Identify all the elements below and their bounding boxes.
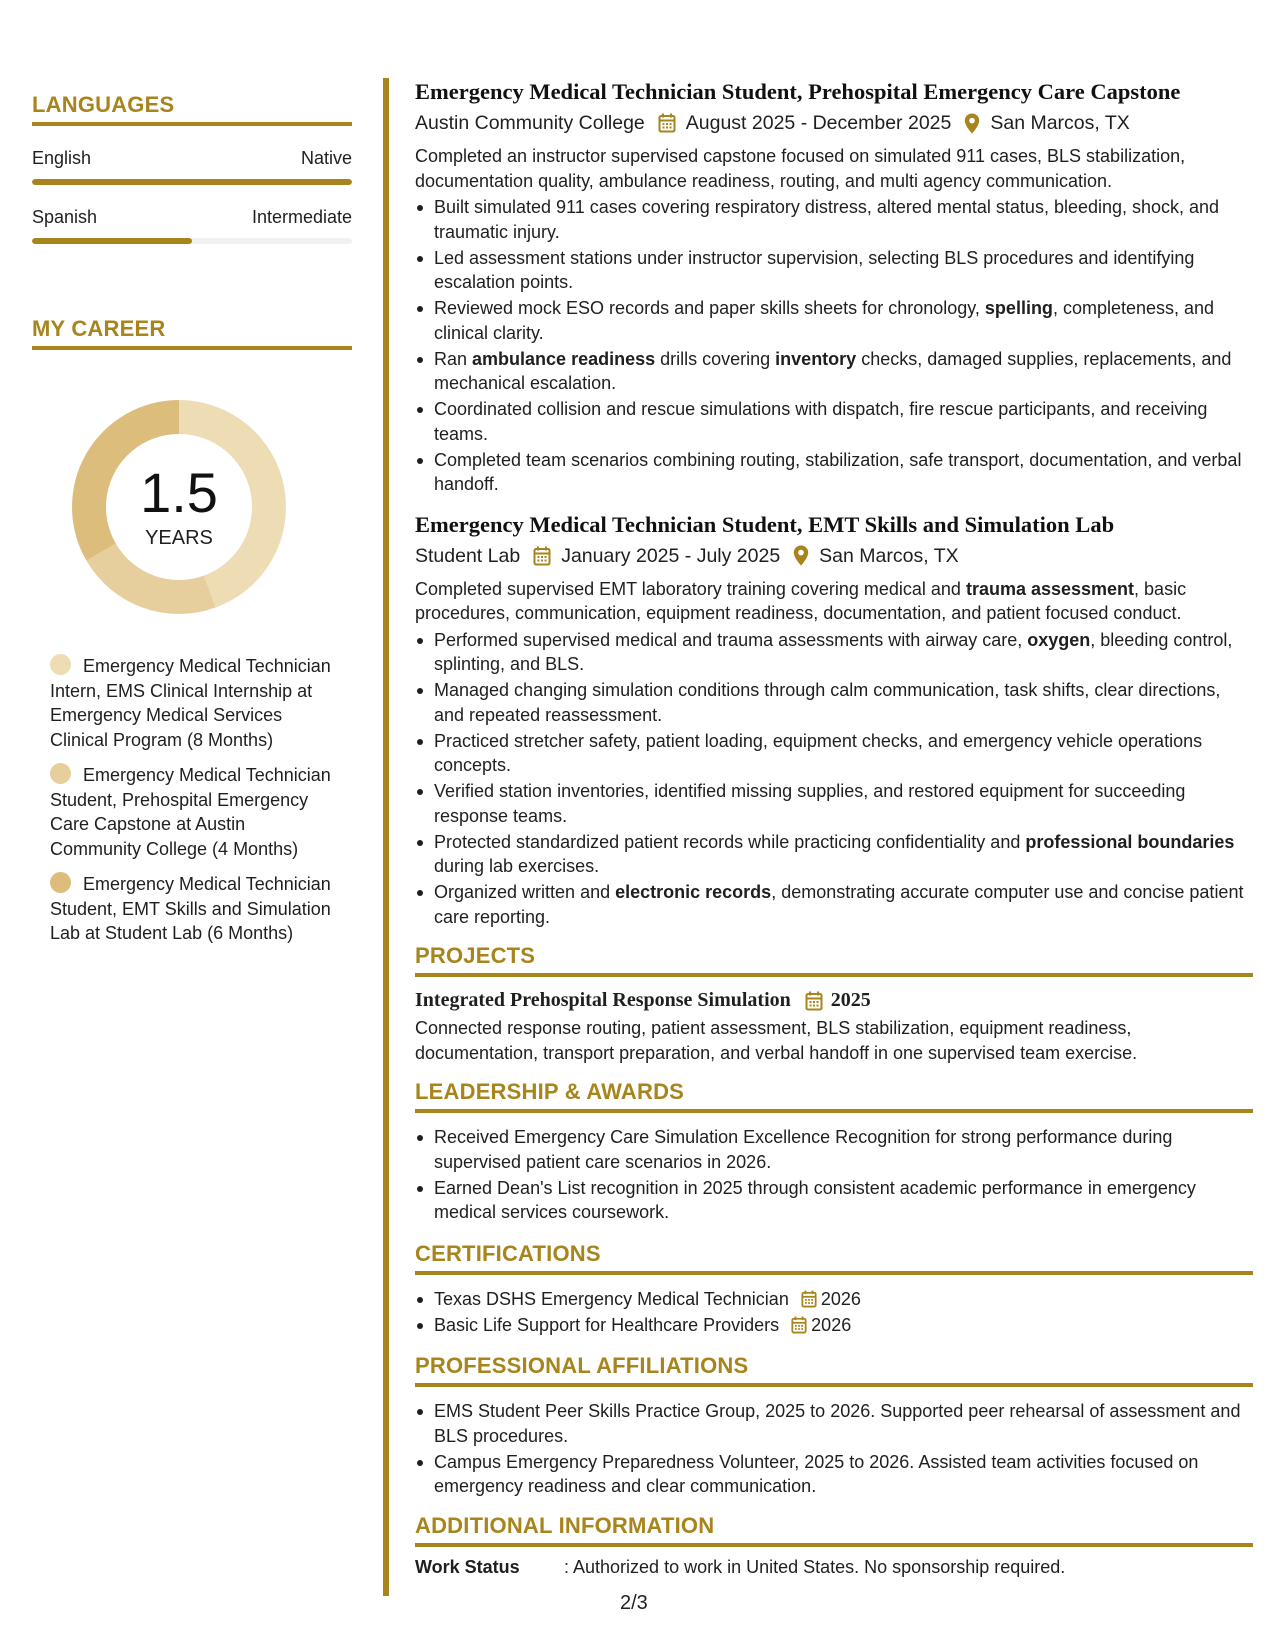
calendar-icon [658, 113, 676, 133]
career-legend-label: Emergency Medical Technician Student, EMT Skills and Simulation Lab at Student Lab (6 Months) [50, 874, 331, 943]
language-proficiency-bar [32, 238, 352, 244]
career-legend-item [50, 763, 340, 861]
project-description: Connected response routing, patient assessment, BLS stabilization, equipment readiness, documentation, transport preparation, and verbal handoff in one supervised team exercise. [415, 1018, 1138, 1063]
affiliations-heading: PROFESSIONAL AFFILIATIONS [415, 1353, 1253, 1387]
work-status-label: Work Status [415, 1556, 520, 1577]
language-proficiency-fill [32, 238, 192, 244]
certifications-heading: CERTIFICATIONS [415, 1241, 1253, 1275]
certification-name: Texas DSHS Emergency Medical Technician [434, 1288, 789, 1309]
projects-heading: PROJECTS [415, 943, 1253, 977]
job-title: Emergency Medical Technician Student, EMT Skills and Simulation Lab [415, 511, 1115, 537]
certification-item [415, 1287, 1253, 1312]
certification-year: 2026 [811, 1314, 852, 1335]
affiliation-item: EMS Student Peer Skills Practice Group, 2025 to 2026. Supported peer rehearsal of assessment and BLS procedures. [415, 1399, 1253, 1448]
language-item [32, 207, 352, 244]
calendar-icon [805, 991, 823, 1011]
certification-name: Basic Life Support for Healthcare Providers [434, 1314, 780, 1335]
language-name: English [32, 148, 92, 168]
column-divider [383, 78, 389, 1596]
page-number: 2/3 [620, 1592, 648, 1614]
project-title: Integrated Prehospital Response Simulation [415, 989, 791, 1011]
job-organization: Austin Community College [415, 112, 645, 134]
leadership-item: Received Emergency Care Simulation Excellence Recognition for strong performance during supervised patient care scenarios in 2026. [415, 1125, 1253, 1174]
affiliations-section [415, 1353, 1253, 1499]
leadership-section [415, 1079, 1253, 1225]
career-legend-item [50, 872, 340, 946]
job-dates: January 2025 - July 2025 [561, 544, 781, 567]
certification-item [415, 1313, 1253, 1338]
language-item [32, 148, 352, 185]
job-organization: Student Lab [415, 544, 521, 567]
additional-info-section [415, 1513, 1253, 1578]
career-legend-label: Emergency Medical Technician Student, Prehospital Emergency Care Capstone at Austin Community College (4 Months) [50, 765, 331, 859]
experience-entry [415, 511, 1253, 930]
job-bullet: Led assessment stations under instructor supervision, selecting BLS procedures and identifying escalation points. [415, 246, 1253, 295]
career-heading: MY CAREER [32, 316, 352, 350]
certifications-section [415, 1241, 1253, 1338]
calendar-icon [791, 1316, 807, 1334]
project-year: 2025 [830, 989, 871, 1011]
certifications-list [415, 1287, 1253, 1338]
job-bullet: Managed changing simulation conditions through calm communication, task shifts, clear directions, and repeated reassessment. [415, 678, 1253, 727]
legend-dot [50, 872, 71, 893]
career-total-unit: YEARS [145, 526, 213, 549]
language-level: Native [300, 148, 352, 168]
job-bullet: Coordinated collision and rescue simulations with dispatch, fire rescue participants, and receiving teams. [415, 397, 1253, 446]
work-status-value: : Authorized to work in United States. No sponsorship required. [564, 1556, 1066, 1577]
calendar-icon [533, 546, 551, 566]
job-bullet: Performed supervised medical and trauma assessments with airway care, oxygen, bleeding control, splinting, and BLS. [415, 628, 1253, 677]
job-bullet: Protected standardized patient records while practicing confidentiality and professional boundaries during lab exercises. [415, 830, 1253, 879]
job-bullet: Completed team scenarios combining routing, stabilization, safe transport, documentation, and verbal handoff. [415, 448, 1253, 497]
career-legend-item [50, 654, 340, 752]
calendar-icon [801, 1290, 817, 1308]
language-level: Intermediate [251, 207, 352, 227]
affiliation-item: Campus Emergency Preparedness Volunteer, 2025 to 2026. Assisted team activities focused on emergency readiness and clear communication. [415, 1450, 1253, 1499]
job-location: San Marcos, TX [819, 544, 959, 567]
career-legend-label: Emergency Medical Technician Intern, EMS Clinical Internship at Emergency Medical Services Clinical Program (8 Months) [50, 656, 331, 750]
job-bullet: Verified station inventories, identified missing supplies, and restored equipment for succeeding response teams. [415, 779, 1253, 828]
job-location: San Marcos, TX [990, 112, 1130, 134]
leadership-list [415, 1125, 1253, 1225]
language-name: Spanish [32, 207, 98, 227]
job-bullet: Built simulated 911 cases covering respiratory distress, altered mental status, bleeding, shock, and traumatic injury. [415, 195, 1253, 244]
job-bullets [415, 628, 1253, 930]
experience-entry [415, 78, 1253, 497]
job-dates: August 2025 - December 2025 [685, 112, 952, 134]
leadership-heading: LEADERSHIP & AWARDS [415, 1079, 1253, 1113]
sidebar [32, 92, 352, 957]
career-legend [50, 654, 340, 946]
language-proficiency-fill [32, 179, 352, 185]
languages-heading: LANGUAGES [32, 92, 352, 126]
job-bullet: Reviewed mock ESO records and paper skills sheets for chronology, spelling, completeness, and clinical clarity. [415, 296, 1253, 345]
leadership-item: Earned Dean's List recognition in 2025 through consistent academic performance in emergency medical services coursework. [415, 1176, 1253, 1225]
job-title: Emergency Medical Technician Student, Prehospital Emergency Care Capstone [415, 79, 1181, 104]
legend-dot [50, 654, 71, 675]
projects-section [415, 943, 1253, 1065]
career-total-value: 1.5 [140, 460, 218, 524]
legend-dot [50, 763, 71, 784]
language-proficiency-bar [32, 179, 352, 185]
career-donut-chart [66, 394, 292, 620]
additional-info-heading: ADDITIONAL INFORMATION [415, 1513, 1253, 1547]
map-pin-icon [793, 545, 809, 566]
job-summary: Completed supervised EMT laboratory training covering medical and trauma assessment, basic procedures, communication, equipment readiness, documentation, and patient focused conduct. [415, 578, 1187, 623]
job-bullet: Ran ambulance readiness drills covering inventory checks, damaged supplies, replacements, and mechanical escalation. [415, 347, 1253, 396]
job-bullet: Practiced stretcher safety, patient loading, equipment checks, and emergency vehicle operations concepts. [415, 729, 1253, 778]
main-content [415, 78, 1253, 1578]
job-summary: Completed an instructor supervised capstone focused on simulated 911 cases, BLS stabilization, documentation quality, ambulance readiness, routing, and multi agency communication. [415, 146, 1186, 191]
job-bullet: Organized written and electronic records, demonstrating accurate computer use and concise patient care reporting. [415, 880, 1253, 929]
certification-year: 2026 [820, 1288, 861, 1309]
map-pin-icon [964, 113, 980, 134]
job-bullets [415, 195, 1253, 497]
affiliations-list [415, 1399, 1253, 1499]
